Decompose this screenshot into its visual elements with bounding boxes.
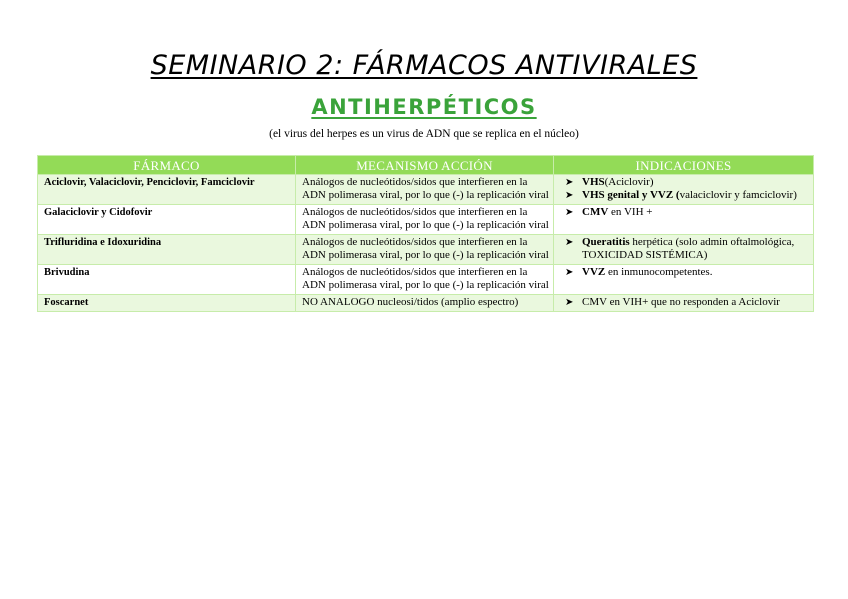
header-mecanismo: MECANISMO ACCIÓN [296,156,554,175]
list-item: ➤ CMV en VIH + [565,206,653,218]
mechanism-cell: Análogos de nucleótidos/sidos que interfieren en la ADN polimerasa viral, por lo que (-) la replicación viral [296,265,554,295]
mechanism-cell: Análogos de nucleótidos/sidos que interfieren en la ADN polimerasa viral, por lo que (-) la replicación viral [296,235,554,265]
indications-cell [554,295,814,312]
mechanism-cell: NO ANALOGO nucleosi/tidos (amplio espectro) [296,295,554,312]
page-title: SEMINARIO 2: FÁRMACOS ANTIVIRALES [150,50,698,81]
indications-cell [554,265,814,295]
arrow-bullet-icon: ➤ [565,207,574,218]
drugs-table [37,155,814,312]
header-indicaciones: INDICACIONES [554,156,814,175]
list-item: ➤ Queratitis herpética (solo admin oftalmológica, TOXICIDAD SISTÉMICA) [565,236,795,261]
table-row [38,235,814,265]
indications-list [560,206,809,219]
table-row [38,175,814,205]
table-row [38,265,814,295]
indications-cell [554,235,814,265]
indications-list [560,236,809,262]
drug-cell: Foscarnet [38,295,296,312]
mechanism-cell: Análogos de nucleótidos/sidos que interfieren en la ADN polimerasa viral, por lo que (-) la replicación viral [296,205,554,235]
indications-list [560,176,809,202]
indications-list [560,296,809,309]
list-item: ➤ CMV en VIH+ que no responden a Aciclovir [565,296,780,308]
header-farmaco: FÁRMACO [38,156,296,175]
table-header-row [38,156,814,175]
section-heading: ANTIHERPÉTICOS [311,95,537,119]
drug-cell: Trifluridina e Idoxuridina [38,235,296,265]
arrow-bullet-icon: ➤ [565,297,574,308]
arrow-bullet-icon: ➤ [565,237,574,248]
arrow-bullet-icon: ➤ [565,177,574,188]
list-item: ➤ VHS genital y VVZ (valaciclovir y famciclovir) [565,189,797,201]
list-item: ➤ VHS(Aciclovir) [565,176,654,188]
drug-cell: Brivudina [38,265,296,295]
list-item: ➤ VVZ en inmunocompetentes. [565,266,713,278]
arrow-bullet-icon: ➤ [565,267,574,278]
table-row [38,205,814,235]
indications-cell [554,175,814,205]
indications-list [560,266,809,279]
drug-cell: Galaciclovir y Cidofovir [38,205,296,235]
table-row [38,295,814,312]
section-note: (el virus del herpes es un virus de ADN que se replica en el núcleo) [269,128,579,140]
indications-cell [554,205,814,235]
drug-cell: Aciclovir, Valaciclovir, Penciclovir, Famciclovir [38,175,296,205]
mechanism-cell: Análogos de nucleótidos/sidos que interfieren en la ADN polimerasa viral, por lo que (-) la replicación viral [296,175,554,205]
arrow-bullet-icon: ➤ [565,190,574,201]
